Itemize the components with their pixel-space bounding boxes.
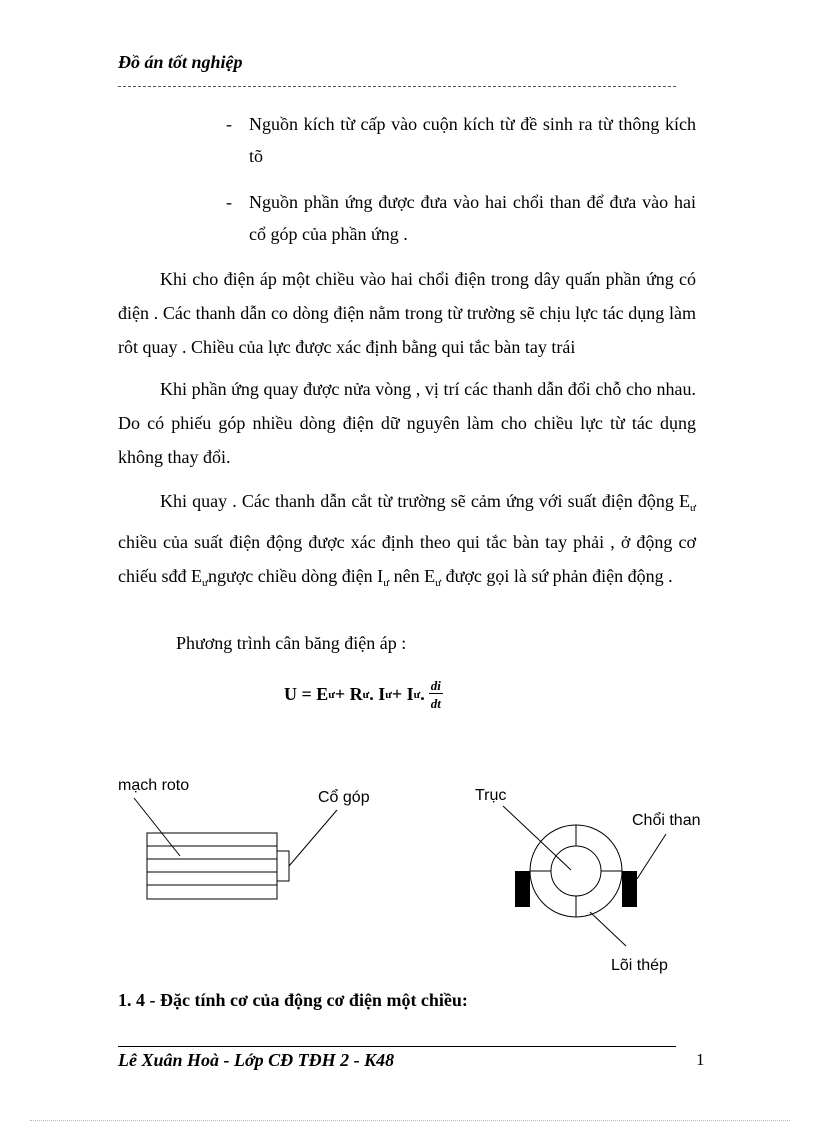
rotor-drawing bbox=[118, 777, 370, 899]
section-heading: 1. 4 - Đặc tính cơ của động cơ điện một chiều: bbox=[118, 990, 468, 1010]
p3-text-a: Khi quay . Các thanh dẫn cắt từ trường sẽ cảm ứng với suất điện động E bbox=[160, 491, 691, 511]
footer-divider bbox=[118, 1046, 676, 1047]
leader-line-shaft bbox=[503, 806, 571, 870]
p3-subscript: ư bbox=[690, 502, 696, 514]
p3-text-d: nên E bbox=[389, 566, 436, 586]
eq-subscript: ư bbox=[385, 688, 392, 701]
eq-term: + I bbox=[391, 684, 414, 704]
page-bottom-edge bbox=[30, 1120, 790, 1121]
bullet-item-excitation: Nguồn kích từ cấp vào cuộn kích từ đề sinh ra từ thông kích tõ bbox=[249, 114, 696, 166]
brush-left bbox=[515, 871, 530, 907]
eq-subscript: ư bbox=[362, 688, 370, 701]
shaft-circle bbox=[551, 846, 601, 896]
leader-line-commutator bbox=[289, 810, 337, 866]
label-commutator: Cổ góp bbox=[318, 789, 370, 806]
paragraph-1: Khi cho điện áp một chiều vào hai chổi điện trong dây quấn phần ứng có điện . Các thanh dẫn co dòng điện nằm trong từ trường sẽ chịu lực tác dụng làm rôt quay . Chiều của lực được xác định bằng qui tắc bàn tay trái bbox=[118, 269, 696, 357]
rotor-body bbox=[147, 833, 277, 899]
label-core: Lõi thép bbox=[611, 957, 668, 974]
leader-line-core bbox=[590, 912, 626, 946]
eq-term: + R bbox=[334, 684, 363, 704]
eq-term: . I bbox=[369, 684, 386, 704]
p3-subscript: ư bbox=[383, 577, 390, 589]
eq-term: . bbox=[420, 684, 425, 704]
p3-text-b: chiều của suất điện động được xác định theo qui tắc bàn tay phải , ở động cơ chiếu sđđ E bbox=[118, 532, 696, 586]
eq-numerator: di bbox=[430, 678, 441, 693]
page-number: 1 bbox=[696, 1050, 705, 1069]
eq-term: U = E bbox=[284, 684, 329, 704]
p3-text-c: ngược chiều dòng điện I bbox=[207, 566, 384, 586]
p3-subscript: ư bbox=[435, 577, 442, 589]
paragraph-2: Khi phần ứng quay được nửa vòng , vị trí các thanh dẫn đổi chỗ cho nhau. Do có phiếu góp nhiều dòng điện dữ nguyên làm cho chiều lực từ tác dụng không thay đổi. bbox=[118, 379, 696, 467]
equation-label: Phương trình cân băng điện áp : bbox=[176, 633, 407, 653]
bullet-item-armature: Nguồn phần ứng được đưa vào hai chổi than để đưa vào hai cổ góp của phần ứng . bbox=[249, 192, 696, 244]
header-title: Đồ án tốt nghiệp bbox=[118, 52, 243, 72]
p3-text-e: được gọi là sứ phản điện động . bbox=[441, 566, 673, 586]
label-brush: Chổi than bbox=[632, 812, 701, 829]
leader-line-rotor bbox=[134, 798, 180, 856]
leader-line-brush bbox=[637, 834, 666, 879]
label-rotor: mạch roto bbox=[118, 777, 190, 794]
eq-denominator: dt bbox=[430, 696, 441, 711]
eq-subscript: ư bbox=[328, 688, 335, 701]
cross-section-drawing bbox=[475, 787, 701, 974]
footer-author: Lê Xuân Hoà - Lớp CĐ TĐH 2 - K48 bbox=[118, 1050, 395, 1070]
label-shaft: Trục bbox=[475, 787, 507, 804]
p3-subscript: ư bbox=[201, 577, 208, 589]
bullet-marker: - bbox=[226, 114, 232, 134]
eq-subscript: ư bbox=[413, 688, 421, 701]
bullet-marker: - bbox=[226, 192, 232, 212]
brush-right bbox=[622, 871, 637, 907]
commutator-block bbox=[277, 851, 289, 881]
